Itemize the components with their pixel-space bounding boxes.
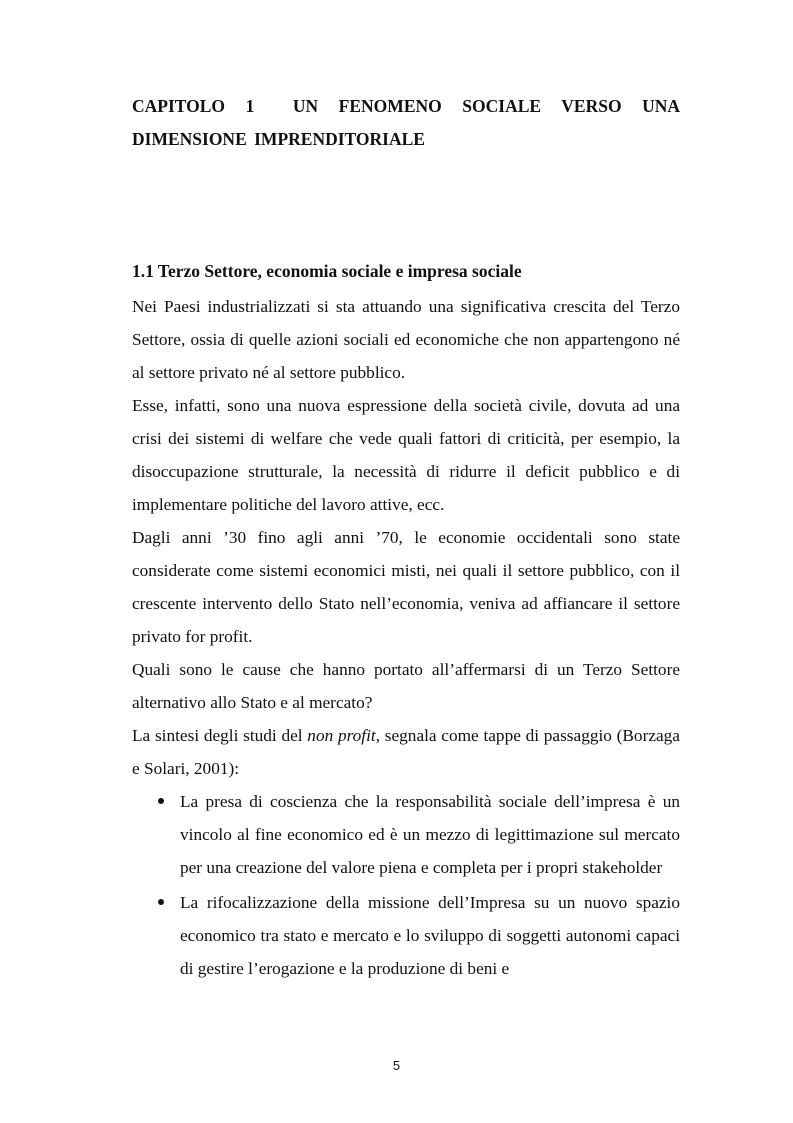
list-item: [132, 785, 680, 884]
intro-text-before: La sintesi degli studi del: [132, 726, 308, 745]
paragraph: Quali sono le cause che hanno portato all’affermarsi di un Terzo Settore alternativo allo Stato e al mercato?: [132, 660, 680, 712]
paragraph: Dagli anni ’30 fino agli anni ’70, le economie occidentali sono state considerate come sistemi economici misti, nei quali il settore pubblico, con il crescente intervento dello Stato nell’economia, veniva ad affiancare il settore privato for profit.: [132, 528, 680, 646]
list-item: [132, 886, 680, 985]
bullet-icon: [158, 798, 164, 804]
chapter-label: CAPITOLO 1: [132, 96, 255, 116]
intro-text-after: , segnala come tappe di passaggio (Borzaga e Solari, 2001):: [132, 726, 680, 778]
intro-paragraph: [132, 719, 680, 785]
chapter-heading: [132, 90, 680, 156]
paragraph: Esse, infatti, sono una nuova espressione della società civile, dovuta ad una crisi dei sistemi di welfare che vede quali fattori di criticità, per esempio, la disoccupazione strutturale, la necessità di ridurre il deficit pubblico e di implementare politiche del lavoro attive, ecc.: [132, 396, 680, 514]
bullet-list: [132, 785, 680, 985]
section-heading: 1.1 Terzo Settore, economia sociale e impresa sociale: [132, 261, 522, 281]
page-number: 5: [392, 1058, 401, 1073]
chapter-title-text: UN FENOMENO SOCIALE VERSO UNA DIMENSIONE IMPRENDITORIALE: [132, 96, 681, 149]
paragraph: Nei Paesi industrializzati si sta attuando una significativa crescita del Terzo Settore, ossia di quelle azioni sociali ed economiche che non appartengono né al settore privato né al settore pubblico.: [132, 297, 680, 382]
list-item-text: La presa di coscienza che la responsabilità sociale dell’impresa è un vincolo al fine economico ed è un mezzo di legittimazione sul mercato per una creazione del valore piena e completa per i propri stakeholder: [180, 792, 680, 877]
intro-emphasis: non profit: [307, 726, 376, 745]
list-item-text: La rifocalizzazione della missione dell’Impresa su un nuovo spazio economico tra stato e mercato e lo sviluppo di soggetti autonomi capaci di gestire l’erogazione e la produzione di beni e: [180, 893, 680, 978]
bullet-icon: [158, 899, 164, 905]
document-page: [132, 90, 681, 978]
body-text: [132, 290, 680, 985]
